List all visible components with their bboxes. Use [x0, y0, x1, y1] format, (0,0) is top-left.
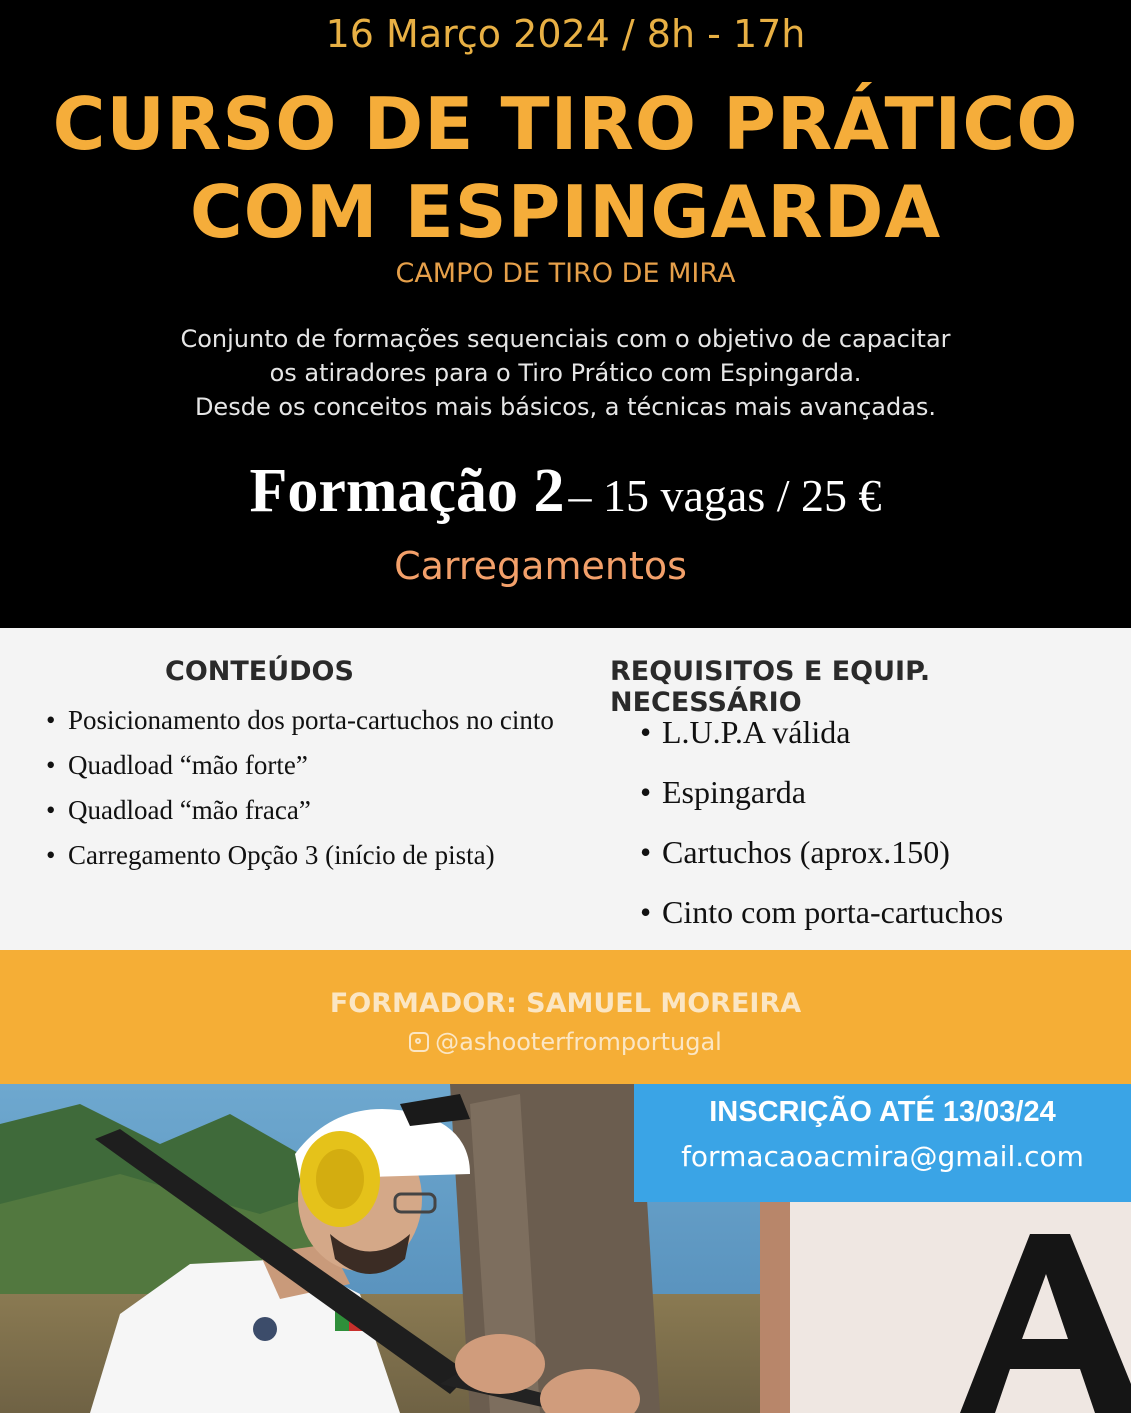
trainer-handle-row — [0, 1028, 1131, 1056]
header-section — [0, 0, 1131, 628]
list-item: • Espingarda — [640, 772, 1120, 812]
list-item: • L.U.P.A válida — [640, 712, 1120, 752]
description-line: Desde os conceitos mais básicos, a técnicas mais avançadas. — [194, 393, 937, 421]
content-section — [0, 628, 1131, 950]
requirements-title: REQUISITOS E EQUIP. NECESSÁRIO — [610, 656, 931, 718]
course-title — [0, 80, 1131, 256]
list-item: • Posicionamento dos porta-cartuchos no cinto — [46, 702, 576, 739]
registration-deadline: INSCRIÇÃO ATÉ 13/03/24 — [709, 1096, 1056, 1128]
formacao-label: Formação 2 — [249, 457, 565, 525]
formacao-details: – 15 vagas / 25 € — [568, 470, 882, 521]
registration-box — [634, 1084, 1131, 1202]
instagram-handle[interactable]: @ashooterfromportugal — [435, 1028, 722, 1056]
contents-list — [46, 702, 576, 882]
list-item: • Carregamento Opção 3 (início de pista) — [46, 837, 576, 874]
list-item: • Quadload “mão fraca” — [46, 792, 576, 829]
course-title-line2: COM ESPINGARDA — [189, 170, 942, 254]
instagram-icon — [409, 1032, 429, 1052]
contents-title: CONTEÚDOS — [165, 656, 354, 687]
list-item: • Cartuchos (aprox.150) — [640, 832, 1120, 872]
list-item: • Quadload “mão forte” — [46, 747, 576, 784]
list-item: • Cinto com porta-cartuchos — [640, 892, 1120, 932]
requirements-list — [640, 712, 1120, 952]
location: CAMPO DE TIRO DE MIRA — [395, 258, 736, 289]
formacao-topic: Carregamentos — [394, 544, 687, 588]
description-line: Conjunto de formações sequenciais com o objetivo de capacitar — [180, 325, 951, 353]
formacao-heading — [0, 456, 1131, 527]
description-line: os atiradores para o Tiro Prático com Espingarda. — [269, 359, 862, 387]
course-title-line1: CURSO DE TIRO PRÁTICO — [52, 82, 1079, 166]
event-date: 16 Março 2024 / 8h - 17h — [325, 12, 806, 56]
registration-email[interactable]: formacaoacmira@gmail.com — [681, 1140, 1084, 1173]
trainer-name: FORMADOR: SAMUEL MOREIRA — [329, 988, 802, 1019]
course-description — [100, 322, 1031, 424]
trainer-band — [0, 950, 1131, 1084]
